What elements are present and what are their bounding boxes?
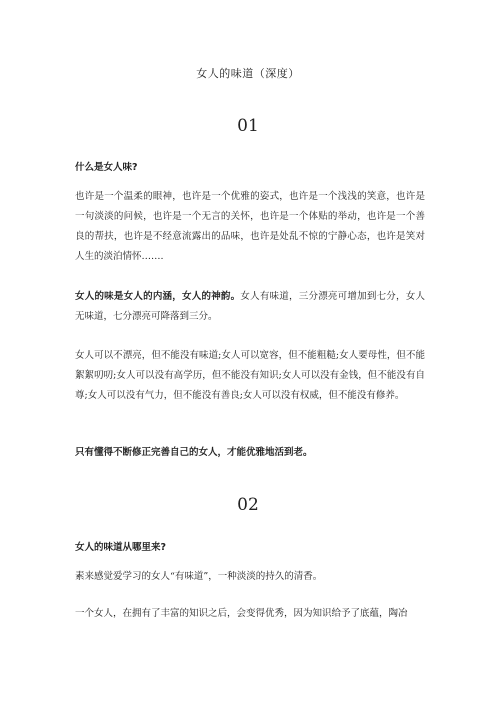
section1-question: 什么是女人味? xyxy=(75,162,138,173)
section1-paragraph-2-text: 女人有味道，三分漂亮可增加到七分，女人无味道，七分漂亮可降落到三分。 xyxy=(75,291,425,322)
document-title: 女人的味道（深度） xyxy=(196,67,300,80)
section-number-01: 01 xyxy=(237,116,259,136)
section2-paragraph-1: 素来感觉爱学习的女人“有味道”，一种淡淡的持久的清香。 xyxy=(75,571,323,582)
section2-paragraph-2: 一个女人，在拥有了丰富的知识之后，会变得优秀，因为知识给予了底蕴，陶冶 xyxy=(75,608,408,619)
section1-conclusion: 只有懂得不断修正完善自己的女人，才能优雅地活到老。 xyxy=(75,447,313,458)
section1-paragraph-1: 也许是一个温柔的眼神，也许是一个优雅的姿式，也许是一个浅浅的笑意，也许是一句淡淡的问候，也许是一个无言的关怀，也许是一个体贴的举动，也许是一个善良的帮扶，也许是不经意流露出的品味，也许是处乱不惊的宁静心态，也许是笑对人生的淡泊情怀……. xyxy=(75,191,425,262)
section1-paragraph-3: 女人可以不漂亮，但不能没有味道;女人可以宽容，但不能粗糙;女人要母性，但不能絮絮叨叨;女人可以没有高学历，但不能没有知识;女人可以没有金钱，但不能没有自尊;女人可以没有气力，但不能没有善良;女人可以没有权威，但不能没有修养。 xyxy=(75,350,425,401)
section-number-02: 02 xyxy=(237,495,259,515)
section2-question: 女人的味道从哪里来? xyxy=(75,542,167,553)
section1-paragraph-2-bold: 女人的味是女人的内涵，女人的神韵。 xyxy=(75,291,241,302)
section1-paragraph-2 xyxy=(75,287,425,327)
